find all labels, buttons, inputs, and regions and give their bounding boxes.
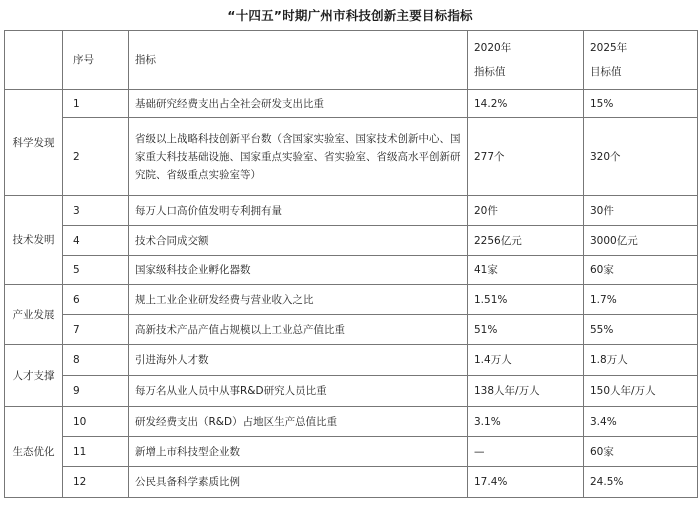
row-no: 8 bbox=[63, 345, 129, 376]
row-no: 2 bbox=[63, 118, 129, 196]
row-no: 1 bbox=[63, 90, 129, 118]
table-row bbox=[5, 285, 698, 315]
row-indicator: 引进海外人才数 bbox=[129, 345, 468, 376]
row-value-2020: 41家 bbox=[468, 256, 584, 285]
table-header-row bbox=[5, 31, 698, 90]
row-value-2020: 14.2% bbox=[468, 90, 584, 118]
row-value-2025: 30件 bbox=[584, 196, 698, 226]
header-2025-label: 目标值 bbox=[590, 66, 622, 78]
header-indicator: 指标 bbox=[129, 31, 468, 90]
table-row bbox=[5, 467, 698, 498]
table-row bbox=[5, 376, 698, 407]
row-value-2020: 138人年/万人 bbox=[468, 376, 584, 407]
row-indicator: 每万名从业人员中从事R&D研究人员比重 bbox=[129, 376, 468, 407]
header-2020 bbox=[468, 31, 584, 90]
row-value-2025: 1.7% bbox=[584, 285, 698, 315]
row-value-2020: 1.4万人 bbox=[468, 345, 584, 376]
row-value-2025: 150人年/万人 bbox=[584, 376, 698, 407]
row-no: 7 bbox=[63, 315, 129, 345]
row-value-2020: 51% bbox=[468, 315, 584, 345]
row-no: 6 bbox=[63, 285, 129, 315]
page-title: “十四五”时期广州市科技创新主要目标指标 bbox=[227, 8, 473, 23]
row-value-2025: 60家 bbox=[584, 256, 698, 285]
row-value-2025: 60家 bbox=[584, 437, 698, 467]
table-row bbox=[5, 407, 698, 437]
table-row bbox=[5, 437, 698, 467]
row-indicator: 国家级科技企业孵化器数 bbox=[129, 256, 468, 285]
category-talent: 人才支撑 bbox=[5, 345, 63, 407]
table-row bbox=[5, 315, 698, 345]
row-value-2025: 1.8万人 bbox=[584, 345, 698, 376]
row-no: 12 bbox=[63, 467, 129, 498]
table-row bbox=[5, 118, 698, 196]
row-value-2020: 3.1% bbox=[468, 407, 584, 437]
row-value-2025: 24.5% bbox=[584, 467, 698, 498]
row-value-2025: 3000亿元 bbox=[584, 226, 698, 256]
row-indicator: 技术合同成交额 bbox=[129, 226, 468, 256]
row-no: 5 bbox=[63, 256, 129, 285]
header-category bbox=[5, 31, 63, 90]
header-no: 序号 bbox=[63, 31, 129, 90]
row-value-2020: 20件 bbox=[468, 196, 584, 226]
row-no: 10 bbox=[63, 407, 129, 437]
row-no: 3 bbox=[63, 196, 129, 226]
row-indicator: 公民具备科学素质比例 bbox=[129, 467, 468, 498]
row-indicator: 基础研究经费支出占全社会研发支出比重 bbox=[129, 90, 468, 118]
row-value-2020: 2256亿元 bbox=[468, 226, 584, 256]
category-science: 科学发现 bbox=[5, 90, 63, 196]
row-indicator: 规上工业企业研发经费与营业收入之比 bbox=[129, 285, 468, 315]
row-no: 9 bbox=[63, 376, 129, 407]
targets-table bbox=[4, 30, 698, 498]
row-no: 4 bbox=[63, 226, 129, 256]
header-2020-label: 指标值 bbox=[474, 66, 506, 78]
row-value-2020: 1.51% bbox=[468, 285, 584, 315]
row-indicator: 高新技术产品产值占规模以上工业总产值比重 bbox=[129, 315, 468, 345]
row-value-2025: 3.4% bbox=[584, 407, 698, 437]
table-row bbox=[5, 226, 698, 256]
header-2025 bbox=[584, 31, 698, 90]
header-2020-year: 2020年 bbox=[474, 42, 512, 54]
table-row bbox=[5, 256, 698, 285]
category-tech: 技术发明 bbox=[5, 196, 63, 285]
row-value-2020: 17.4% bbox=[468, 467, 584, 498]
row-value-2025: 320个 bbox=[584, 118, 698, 196]
table-row bbox=[5, 345, 698, 376]
row-value-2025: 15% bbox=[584, 90, 698, 118]
row-value-2020: 277个 bbox=[468, 118, 584, 196]
row-indicator: 新增上市科技型企业数 bbox=[129, 437, 468, 467]
row-value-2025: 55% bbox=[584, 315, 698, 345]
row-value-2020: — bbox=[468, 437, 584, 467]
table-row bbox=[5, 90, 698, 118]
header-2025-year: 2025年 bbox=[590, 42, 628, 54]
row-indicator: 研发经费支出（R&D）占地区生产总值比重 bbox=[129, 407, 468, 437]
table-row bbox=[5, 196, 698, 226]
category-ecosystem: 生态优化 bbox=[5, 407, 63, 498]
row-no: 11 bbox=[63, 437, 129, 467]
row-indicator: 省级以上战略科技创新平台数（含国家实验室、国家技术创新中心、国家重大科技基础设施、国家重点实验室、省实验室、省级高水平创新研究院、省级重点实验室等） bbox=[129, 118, 468, 196]
row-indicator: 每万人口高价值发明专利拥有量 bbox=[129, 196, 468, 226]
category-industry: 产业发展 bbox=[5, 285, 63, 345]
